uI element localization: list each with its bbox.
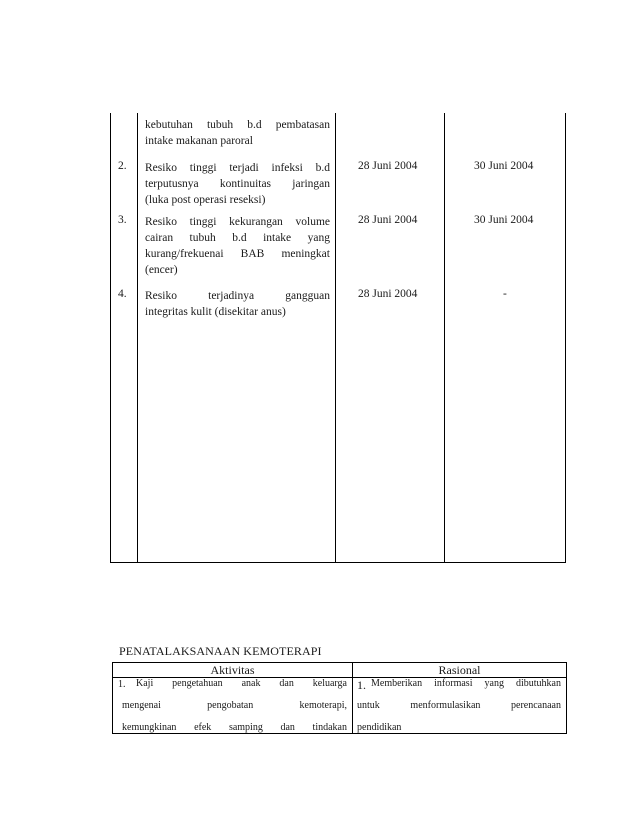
diagnosis-text: Resiko tinggi kekurangan volume: [145, 216, 330, 228]
header-aktivitas: Aktivitas: [210, 663, 255, 677]
row-number: 3.: [118, 214, 127, 226]
section-title: PENATALAKSANAAN KEMOTERAPI: [119, 644, 322, 658]
diagnosis-text: cairan tubuh b.d intake yang: [145, 232, 330, 244]
table-border-right: [565, 113, 566, 563]
date-end: 30 Juni 2004: [474, 214, 534, 226]
diagnosis-text: integritas kulit (disekitar anus): [145, 306, 286, 318]
rasional-line: Memberikan informasi yang dibutuhkan: [371, 678, 561, 689]
list-number: 1.: [118, 679, 126, 690]
diagnosis-text: kebutuhan tubuh b.d pembatasan: [145, 119, 330, 131]
rasional-text: [357, 695, 561, 739]
date-start: 28 Juni 2004: [358, 288, 418, 300]
aktivitas-text: [136, 673, 347, 695]
table-row: [145, 288, 330, 320]
row-number: 4.: [118, 288, 127, 300]
diagnosis-text: (luka post operasi reseksi): [145, 194, 266, 206]
table-row: [145, 214, 330, 278]
table-border-left: [110, 113, 111, 563]
diagnosis-text: kurang/frekuenai BAB meningkat: [145, 248, 330, 260]
aktivitas-text: [122, 695, 347, 739]
table-divider: [137, 113, 138, 563]
rasional-line: untuk menformulasikan perencanaan: [357, 700, 561, 711]
table-divider: [444, 113, 445, 563]
aktivitas-line: mengenai pengobatan kemoterapi,: [122, 700, 347, 711]
diagnosis-text: (encer): [145, 264, 178, 276]
list-number: 1.: [357, 678, 366, 692]
table-border-right: [566, 662, 567, 734]
date-start: 28 Juni 2004: [358, 214, 418, 226]
diagnosis-text: Resiko tinggi terjadi infeksi b.d: [145, 162, 330, 174]
aktivitas-line: Kaji pengetahuan anak dan keluarga: [136, 678, 347, 689]
row-number: 2.: [118, 160, 127, 172]
header-rasional: Rasional: [438, 663, 481, 677]
diagnosis-text: intake makanan paroral: [145, 135, 253, 147]
date-end: 30 Juni 2004: [474, 160, 534, 172]
table-divider: [335, 113, 336, 563]
date-start: 28 Juni 2004: [358, 160, 418, 172]
rasional-line: pendidikan: [357, 722, 402, 733]
date-end: -: [503, 288, 507, 300]
rasional-text: [371, 673, 561, 695]
table-row: [145, 117, 330, 149]
table-border-bottom: [110, 562, 566, 563]
aktivitas-line: kemungkinan efek samping dan tindakan: [122, 722, 347, 733]
diagnosis-text: terputusnya kontinuitas jaringan: [145, 178, 330, 190]
table-row: [145, 160, 330, 208]
diagnosis-text: Resiko terjadinya gangguan: [145, 290, 330, 302]
